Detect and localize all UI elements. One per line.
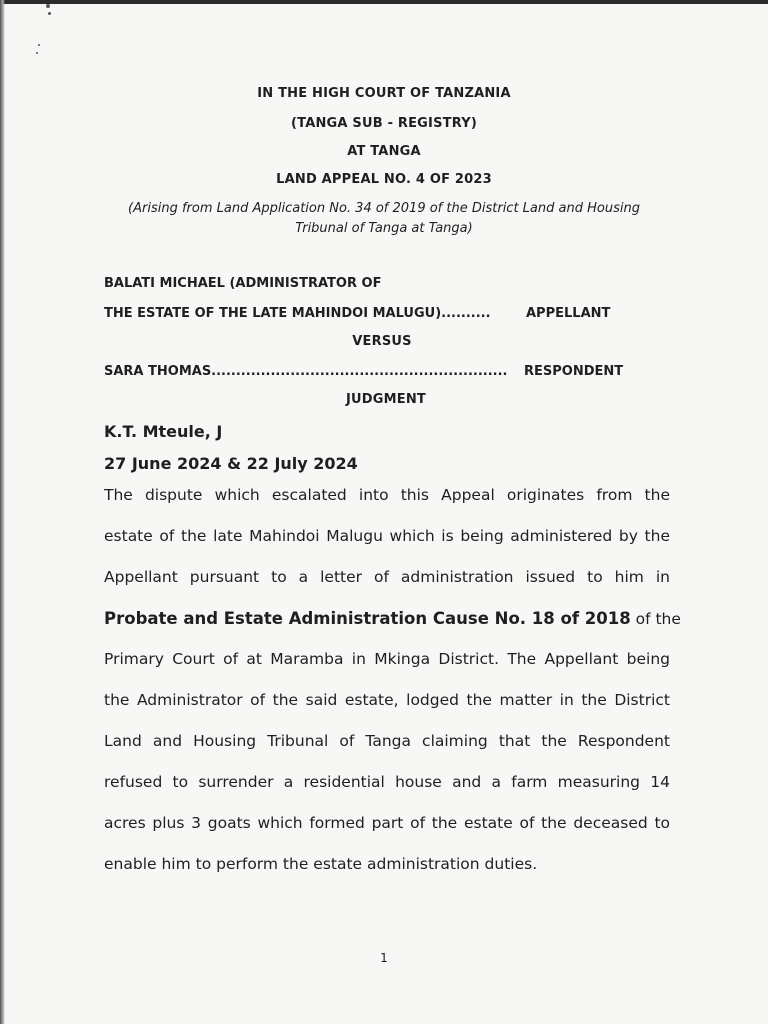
body-line: refused to surrender a residential house and a farm measuring 14 [104, 773, 670, 791]
body-line: Appellant pursuant to a letter of administration issued to him in [104, 568, 670, 586]
body-line: acres plus 3 goats which formed part of the estate of the deceased to [104, 814, 670, 832]
versus-label: VERSUS [352, 334, 412, 349]
page-number: 1 [380, 951, 388, 965]
scan-speck [48, 12, 51, 15]
body-line: The dispute which escalated into this Appeal originates from the [104, 486, 670, 504]
arising-note [0, 199, 768, 239]
arising-line-1: (Arising from Land Application No. 34 of 2019 of the District Land and Housing [128, 201, 640, 216]
scan-speck [38, 44, 40, 46]
scan-speck [46, 4, 50, 8]
scan-top-edge [0, 0, 768, 4]
judgment-heading: JUDGMENT [345, 392, 427, 407]
court-location: AT TANGA [347, 144, 421, 159]
body-line-rest: of the [630, 610, 681, 628]
body-line: Primary Court of at Maramba in Mkinga District. The Appellant being [104, 650, 670, 668]
respondent-role: RESPONDENT [524, 364, 624, 379]
scan-speck [36, 52, 38, 54]
court-title: IN THE HIGH COURT OF TANZANIA [257, 86, 511, 101]
arising-line-2: Tribunal of Tanga at Tanga) [295, 221, 473, 236]
respondent-name: SARA THOMAS............................................................ [104, 364, 508, 379]
appellant-role: APPELLANT [526, 306, 611, 321]
body-line: enable him to perform the estate administration duties. [104, 855, 538, 873]
appellant-name-line-2: THE ESTATE OF THE LATE MAHINDOI MALUGU).......... [104, 306, 491, 321]
body-line: Land and Housing Tribunal of Tanga claiming that the Respondent [104, 732, 670, 750]
body-line: estate of the late Mahindoi Malugu which is being administered by the [104, 527, 670, 545]
judge-name: K.T. Mteule, J [104, 422, 223, 441]
body-line [104, 598, 681, 639]
case-number: LAND APPEAL NO. 4 OF 2023 [276, 172, 492, 187]
judgment-body [104, 475, 681, 885]
body-line: the Administrator of the said estate, lodged the matter in the District [104, 691, 670, 709]
judgment-dates: 27 June 2024 & 22 July 2024 [104, 454, 358, 473]
appellant-name-line-1: BALATI MICHAEL (ADMINISTRATOR OF [104, 276, 382, 291]
case-reference: Probate and Estate Administration Cause No. 18 of 2018 [104, 609, 631, 628]
court-registry: (TANGA SUB - REGISTRY) [291, 116, 477, 131]
